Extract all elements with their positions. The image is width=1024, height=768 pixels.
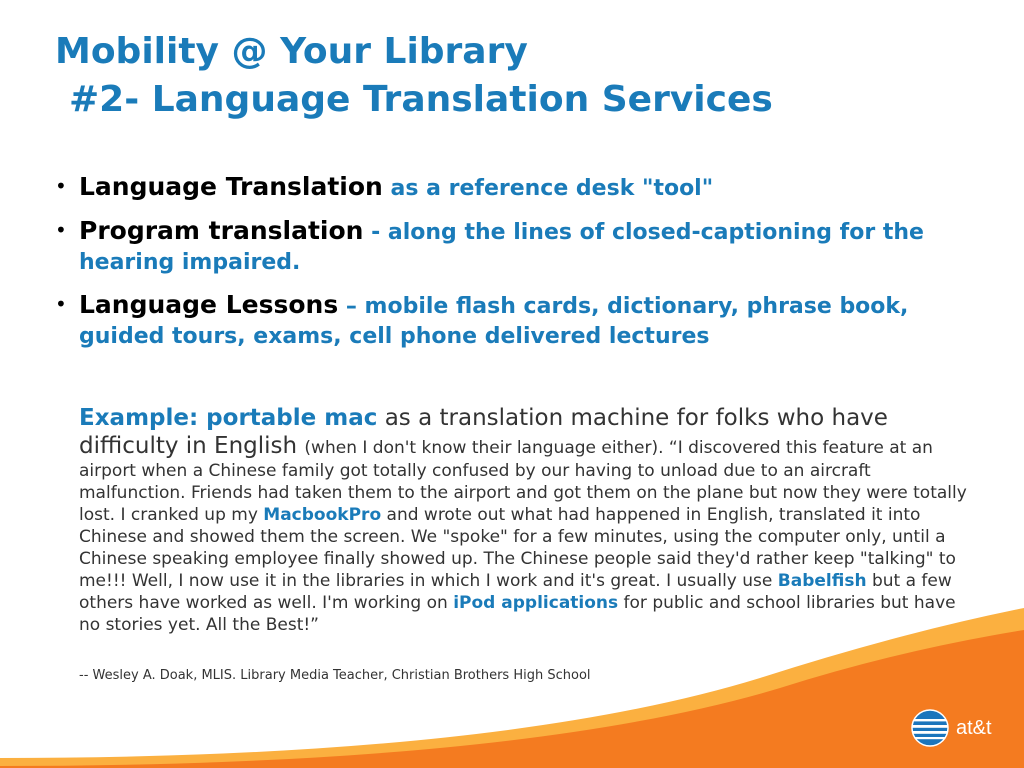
attribution: -- Wesley A. Doak, MLIS. Library Media Teacher, Christian Brothers High School <box>79 668 591 683</box>
bullet-detail: as a reference desk "tool" <box>382 176 714 201</box>
att-globe-icon <box>910 708 950 748</box>
bullet-heading: Program translation <box>79 216 364 245</box>
quote-text: and wrote out what had happened in English, translated it into Chinese and showed them the screen. We "spoke" for a few minutes, using the computer only, until a Chinese speaking employee finally showed up. The Chinese people said they'd rather keep "talking" to me!!! Well, I now use it in the libraries in which I work and it's great. I usually use <box>79 505 956 591</box>
title-line-2: #2- Language Translation Services <box>69 79 773 120</box>
ipod-applications-highlight: iPod applications <box>453 593 619 613</box>
bullet-item <box>55 290 970 352</box>
bullet-item <box>55 172 970 204</box>
bullet-dot-icon: • <box>55 174 67 198</box>
bullet-item <box>55 216 970 278</box>
bullet-list <box>55 172 970 364</box>
example-label: Example: portable mac <box>79 405 378 431</box>
footer-orange-band <box>0 608 1024 768</box>
page-number: Page 5 <box>53 738 94 752</box>
bullet-dot-icon: • <box>55 292 67 316</box>
bullet-detail: - along the lines of closed-captioning for the hearing impaired. <box>79 220 924 275</box>
example-lead: as a translation machine for folks who have difficulty in English <box>79 405 888 459</box>
quote-text: “I discovered this feature at an airport when a Chinese family got totally confused by our having to unload due to an aircraft malfunction. Friends had taken them to the airport and got them on the plane but now they were totally lost. I cranked up my <box>79 438 967 525</box>
example-aside: (when I don't know their language either). <box>304 438 664 458</box>
macbookpro-highlight: MacbookPro <box>263 505 382 525</box>
att-logo <box>910 708 992 748</box>
quote-text: for public and school libraries but have no stories yet. All the Best!” <box>79 593 956 635</box>
bullet-detail: – mobile flash cards, dictionary, phrase book, guided tours, exams, cell phone delivered lectures <box>79 294 909 349</box>
bullet-heading: Language Translation <box>79 172 383 201</box>
slide-title <box>55 28 773 124</box>
quote-text: but a few others have worked as well. I'm working on <box>79 571 952 613</box>
example-block <box>79 404 979 636</box>
bullet-dot-icon: • <box>55 218 67 242</box>
title-line-1: Mobility @ Your Library <box>55 31 528 72</box>
bullet-heading: Language Lessons <box>79 290 339 319</box>
att-wordmark: at&t <box>956 716 992 739</box>
babelfish-highlight: Babelfish <box>777 571 867 591</box>
